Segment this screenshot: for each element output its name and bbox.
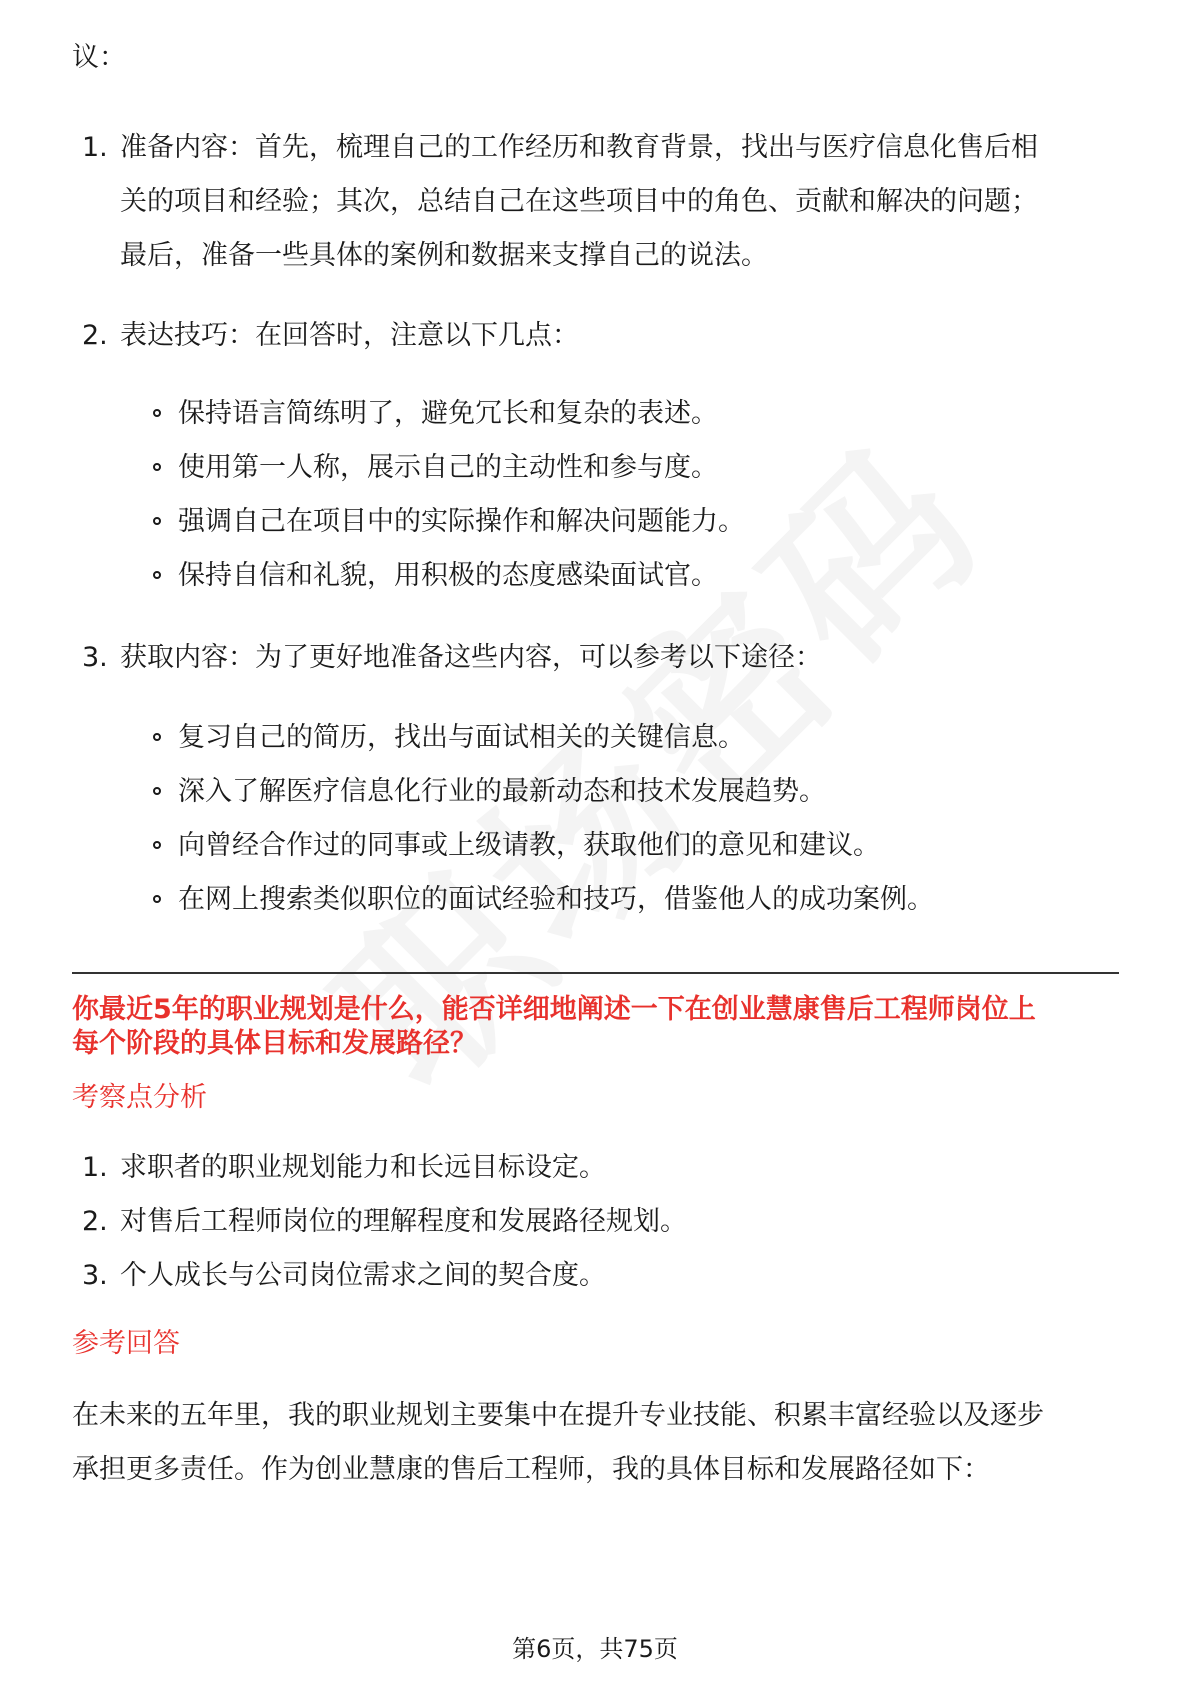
list-item-2 [82, 318, 579, 354]
list-number: 2. [82, 1206, 108, 1237]
list-item-1 [82, 130, 1038, 166]
reference-heading: 参考回答 [72, 1328, 180, 1359]
list-item-text: 求职者的职业规划能力和长远目标设定。 [120, 1152, 606, 1183]
intro-tail: 议： [72, 42, 126, 73]
bullet-icon [153, 733, 161, 741]
list-number: 2. [82, 320, 108, 351]
bullet-icon [153, 571, 161, 579]
reference-paragraph-line: 在未来的五年里，我的职业规划主要集中在提升专业技能、积累丰富经验以及逐步 [72, 1400, 1044, 1431]
list-item-continuation: 最后，准备一些具体的案例和数据来支撑自己的说法。 [120, 240, 768, 271]
list-item-text: 对售后工程师岗位的理解程度和发展路径规划。 [120, 1206, 687, 1237]
sub-list-item: 强调自己在项目中的实际操作和解决问题能力。 [178, 506, 745, 537]
question-title-line-1: 你最近5年的职业规划是什么，能否详细地阐述一下在创业慧康售后工程师岗位上 [72, 994, 1036, 1025]
analysis-item-3 [82, 1258, 606, 1294]
list-item-text: 准备内容：首先，梳理自己的工作经历和教育背景，找出与医疗信息化售后相 [120, 132, 1038, 163]
sub-list-item: 使用第一人称，展示自己的主动性和参与度。 [178, 452, 718, 483]
list-number: 3. [82, 1260, 108, 1291]
list-number: 1. [82, 132, 108, 163]
question-title-line-2: 每个阶段的具体目标和发展路径？ [72, 1028, 477, 1059]
sub-list-item: 在网上搜索类似职位的面试经验和技巧，借鉴他人的成功案例。 [178, 884, 934, 915]
bullet-icon [153, 895, 161, 903]
sub-list-item: 保持语言简练明了，避免冗长和复杂的表述。 [178, 398, 718, 429]
list-item-text: 个人成长与公司岗位需求之间的契合度。 [120, 1260, 606, 1291]
analysis-heading: 考察点分析 [72, 1082, 207, 1113]
list-item-text: 表达技巧：在回答时，注意以下几点： [120, 320, 579, 351]
section-divider [72, 972, 1119, 974]
list-item-text: 获取内容：为了更好地准备这些内容，可以参考以下途径： [120, 642, 822, 673]
bullet-icon [153, 787, 161, 795]
sub-list-item: 保持自信和礼貌，用积极的态度感染面试官。 [178, 560, 718, 591]
bullet-icon [153, 841, 161, 849]
reference-paragraph-line: 承担更多责任。作为创业慧康的售后工程师，我的具体目标和发展路径如下： [72, 1454, 990, 1485]
list-item-continuation: 关的项目和经验；其次，总结自己在这些项目中的角色、贡献和解决的问题； [120, 186, 1038, 217]
bullet-icon [153, 463, 161, 471]
analysis-item-1 [82, 1150, 606, 1186]
analysis-item-2 [82, 1204, 687, 1240]
list-item-3 [82, 640, 822, 676]
sub-list-item: 向曾经合作过的同事或上级请教，获取他们的意见和建议。 [178, 830, 880, 861]
bullet-icon [153, 409, 161, 417]
page-footer: 第6页，共75页 [512, 1635, 678, 1663]
list-number: 1. [82, 1152, 108, 1183]
bullet-icon [153, 517, 161, 525]
sub-list-item: 复习自己的简历，找出与面试相关的关键信息。 [178, 722, 745, 753]
list-number: 3. [82, 642, 108, 673]
sub-list-item: 深入了解医疗信息化行业的最新动态和技术发展趋势。 [178, 776, 826, 807]
